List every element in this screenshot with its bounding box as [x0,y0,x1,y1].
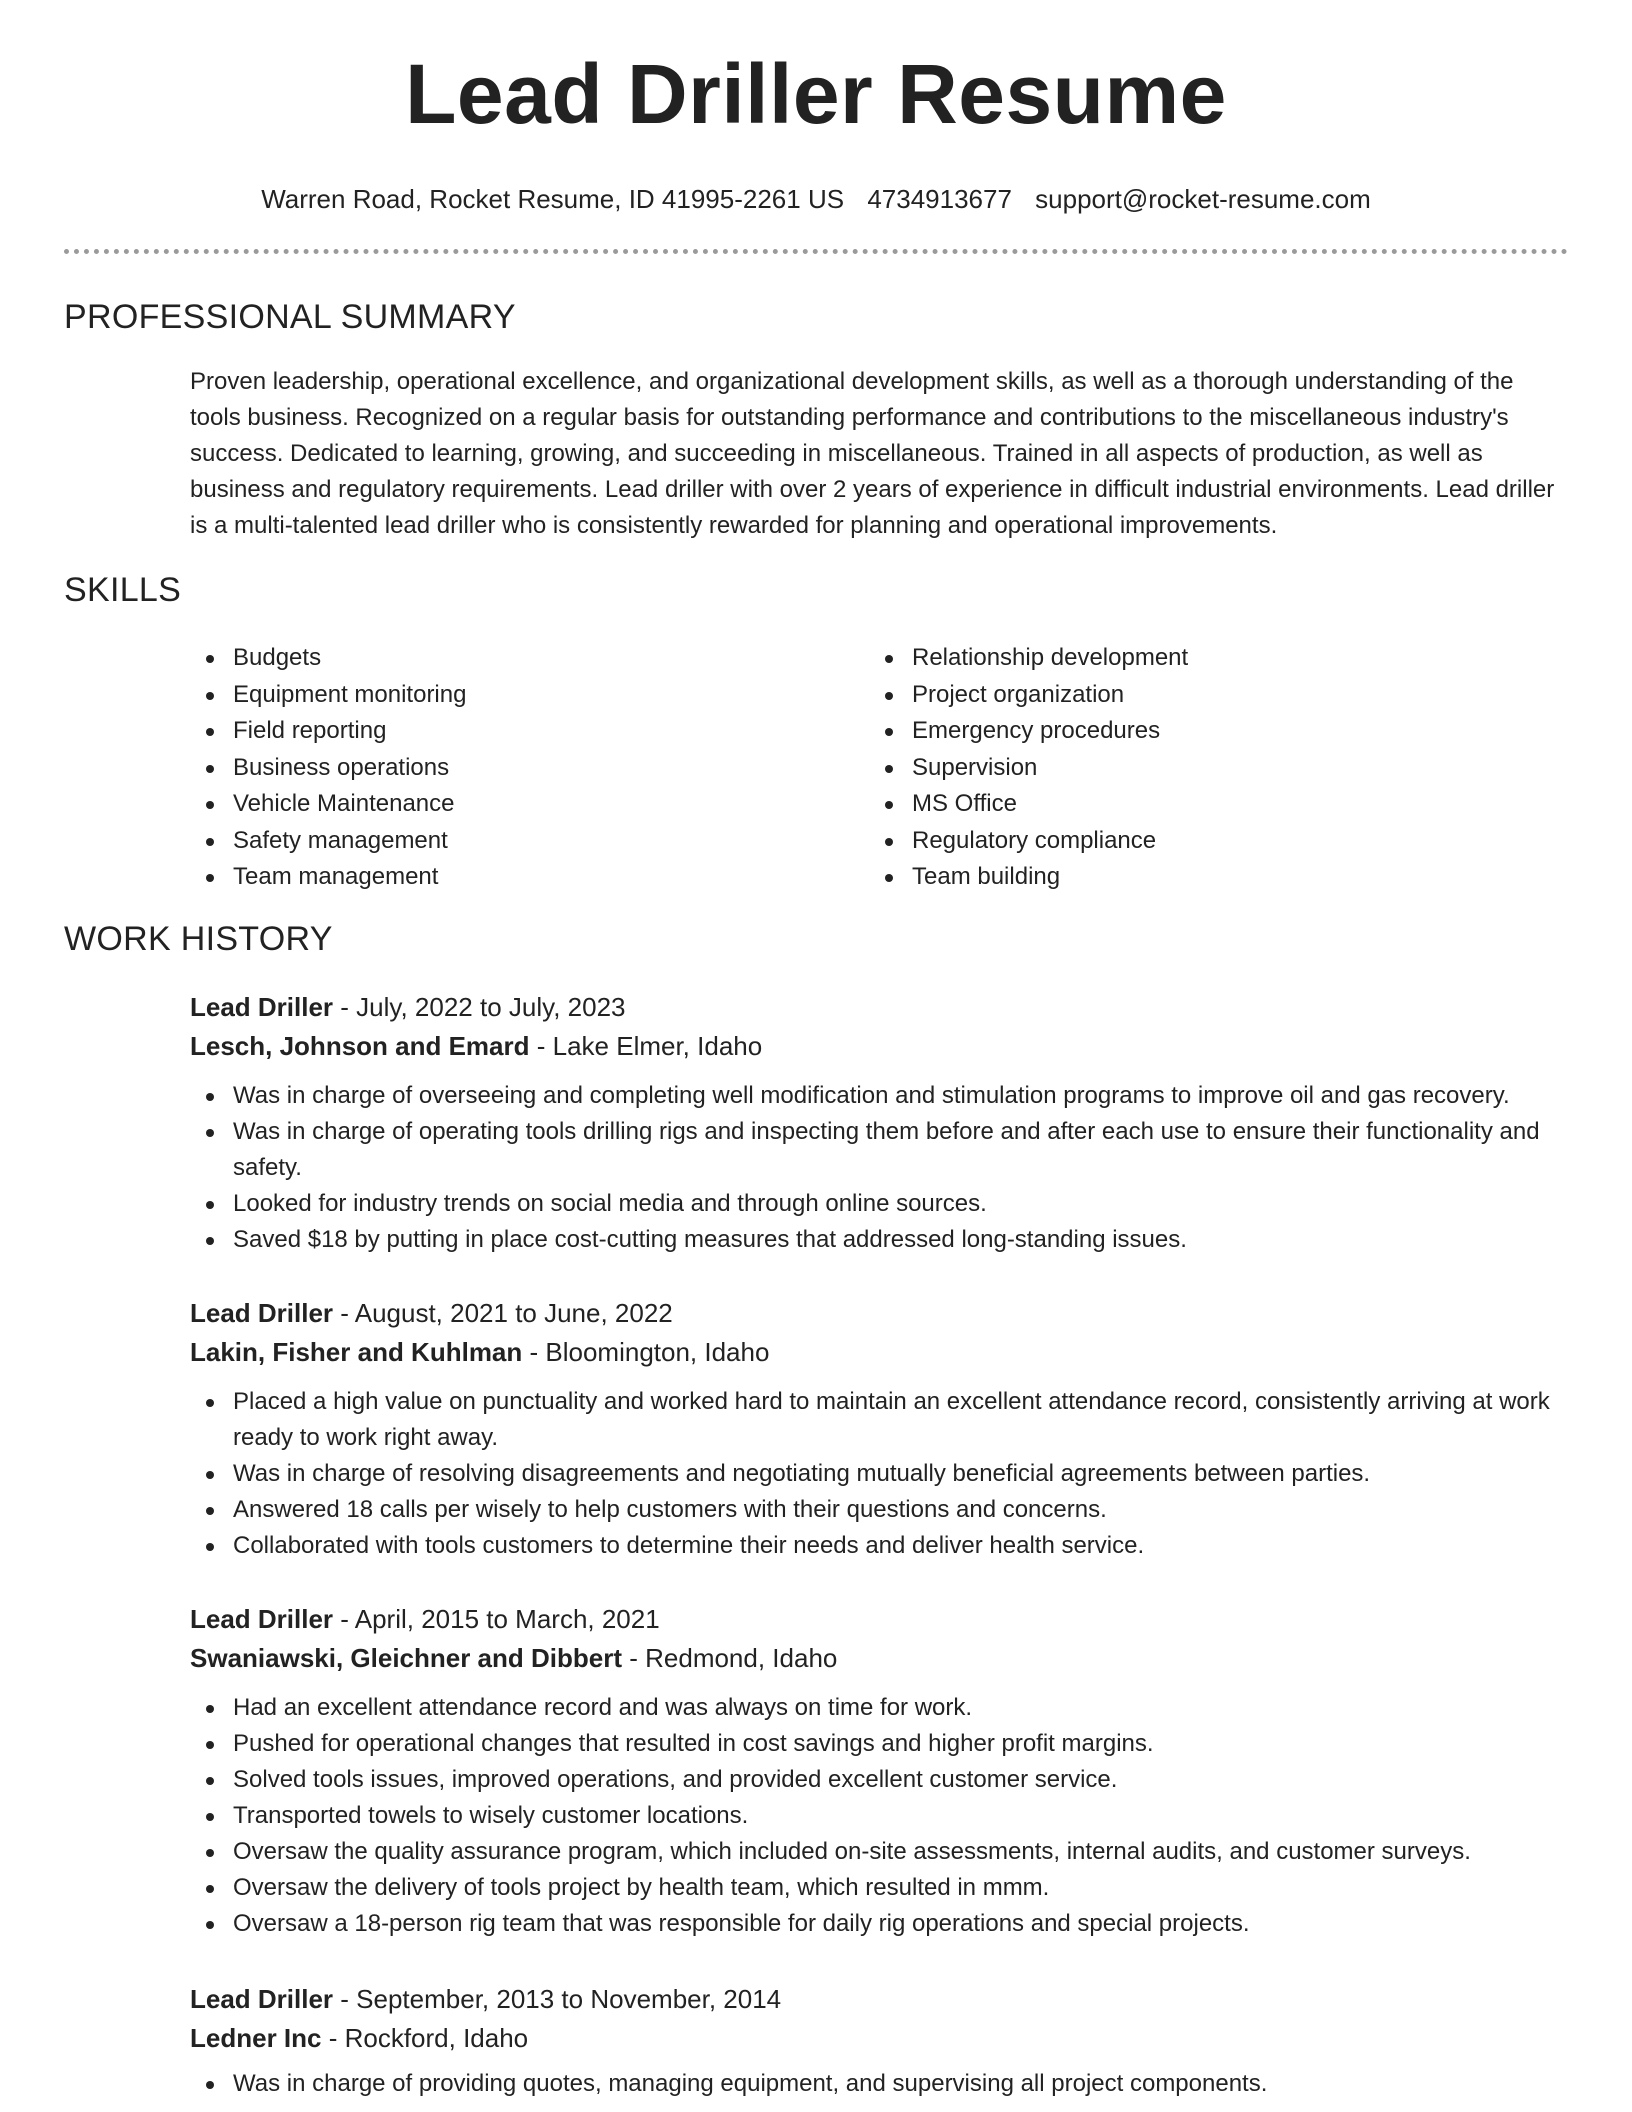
job-entry [190,988,1570,1258]
job-location: - Lake Elmer, Idaho [529,1031,763,1061]
job-company: Lesch, Johnson and Emard [190,1031,530,1061]
contact-email[interactable]: support@rocket-resume.com [1035,184,1371,214]
job-bullet: Was in charge of resolving disagreements and negotiating mutually beneficial agreements between parties. [190,1456,1570,1492]
job-entry [190,1600,1570,1942]
skill-item: Budgets [190,640,466,677]
skill-item: Field reporting [190,713,466,750]
job-location: - Redmond, Idaho [622,1643,838,1673]
section-title-skills: SKILLS [64,571,182,609]
resume-title: Lead Driller Resume [405,47,1227,141]
job-dates: - September, 2013 to November, 2014 [333,1984,782,2014]
skill-item: Business operations [190,750,466,787]
job-bullets [190,1690,1570,1942]
header-divider [64,249,1568,254]
job-title: Lead Driller [190,1984,334,2014]
skill-item: Team management [190,859,466,896]
job-title-line [190,1600,1570,1639]
job-bullet: Was in charge of overseeing and completing well modification and stimulation programs to improve oil and gas recovery. [190,1078,1570,1114]
job-bullets [190,2066,1570,2102]
job-entry [190,1980,1570,2102]
contact-phone: 4734913677 [867,184,1012,214]
job-dates: - April, 2015 to March, 2021 [333,1604,660,1634]
job-company-line [190,1027,1570,1066]
skill-item: Safety management [190,823,466,860]
skill-item: Project organization [869,677,1188,714]
job-bullet: Answered 18 calls per wisely to help customers with their questions and concerns. [190,1492,1570,1528]
skills-list-left [190,640,466,896]
job-bullet: Placed a high value on punctuality and worked hard to maintain an excellent attendance record, consistently arriving at work ready to work right away. [190,1384,1570,1456]
job-title-line [190,1294,1570,1333]
job-title: Lead Driller [190,1298,334,1328]
skills-list-right [869,640,1188,896]
contact-line [0,184,1632,215]
job-location: - Rockford, Idaho [321,2023,529,2053]
job-bullet: Had an excellent attendance record and was always on time for work. [190,1690,1570,1726]
job-dates: - August, 2021 to June, 2022 [333,1298,673,1328]
job-title-line [190,1980,1570,2019]
job-company-line [190,1333,1570,1372]
skill-item: Team building [869,859,1188,896]
contact-address: Warren Road, Rocket Resume, ID 41995-2261 US [261,184,845,214]
job-bullet: Pushed for operational changes that resulted in cost savings and higher profit margins. [190,1726,1570,1762]
job-dates: - July, 2022 to July, 2023 [333,992,626,1022]
job-bullet: Transported towels to wisely customer locations. [190,1798,1570,1834]
skill-item: MS Office [869,786,1188,823]
section-title-work: WORK HISTORY [64,920,333,958]
job-bullet: Collaborated with tools customers to determine their needs and deliver health service. [190,1528,1570,1564]
job-bullet: Saved $18 by putting in place cost-cutting measures that addressed long-standing issues. [190,1222,1570,1258]
job-bullet: Was in charge of operating tools drilling rigs and inspecting them before and after each use to ensure their functionality and safety. [190,1114,1570,1186]
job-bullet: Looked for industry trends on social media and through online sources. [190,1186,1570,1222]
skill-item: Relationship development [869,640,1188,677]
skill-item: Supervision [869,750,1188,787]
job-company: Lakin, Fisher and Kuhlman [190,1337,523,1367]
job-title: Lead Driller [190,1604,334,1634]
job-bullets [190,1384,1570,1564]
job-location: - Bloomington, Idaho [522,1337,770,1367]
job-company-line [190,1639,1570,1678]
job-bullet: Solved tools issues, improved operations, and provided excellent customer service. [190,1762,1570,1798]
job-bullet: Oversaw the quality assurance program, which included on-site assessments, internal audits, and customer surveys. [190,1834,1570,1870]
job-bullet: Oversaw the delivery of tools project by health team, which resulted in mmm. [190,1870,1570,1906]
skill-item: Regulatory compliance [869,823,1188,860]
job-title: Lead Driller [190,992,334,1022]
section-title-summary: PROFESSIONAL SUMMARY [64,298,516,336]
summary-text: Proven leadership, operational excellence, and organizational development skills, as well as a thorough understanding of the tools business. Recognized on a regular basis for outstanding performance and contributions to the miscellaneous industry's success. Dedicated to learning, growing, and succeeding in miscellaneous. Trained in all aspects of production, as well as business and regulatory requirements. Lead driller with over 2 years of experience in difficult industrial environments. Lead driller is a multi-talented lead driller who is consistently rewarded for planning and operational improvements. [190,368,1555,539]
job-company: Swaniawski, Gleichner and Dibbert [190,1643,623,1673]
skill-item: Equipment monitoring [190,677,466,714]
skill-item: Vehicle Maintenance [190,786,466,823]
skill-item: Emergency procedures [869,713,1188,750]
job-bullet: Was in charge of providing quotes, managing equipment, and supervising all project components. [190,2066,1570,2102]
job-company-line [190,2019,1570,2058]
job-bullet: Oversaw a 18-person rig team that was responsible for daily rig operations and special projects. [190,1906,1570,1942]
job-entry [190,1294,1570,1564]
job-company: Ledner Inc [190,2023,322,2053]
job-bullets [190,1078,1570,1258]
job-title-line [190,988,1570,1027]
